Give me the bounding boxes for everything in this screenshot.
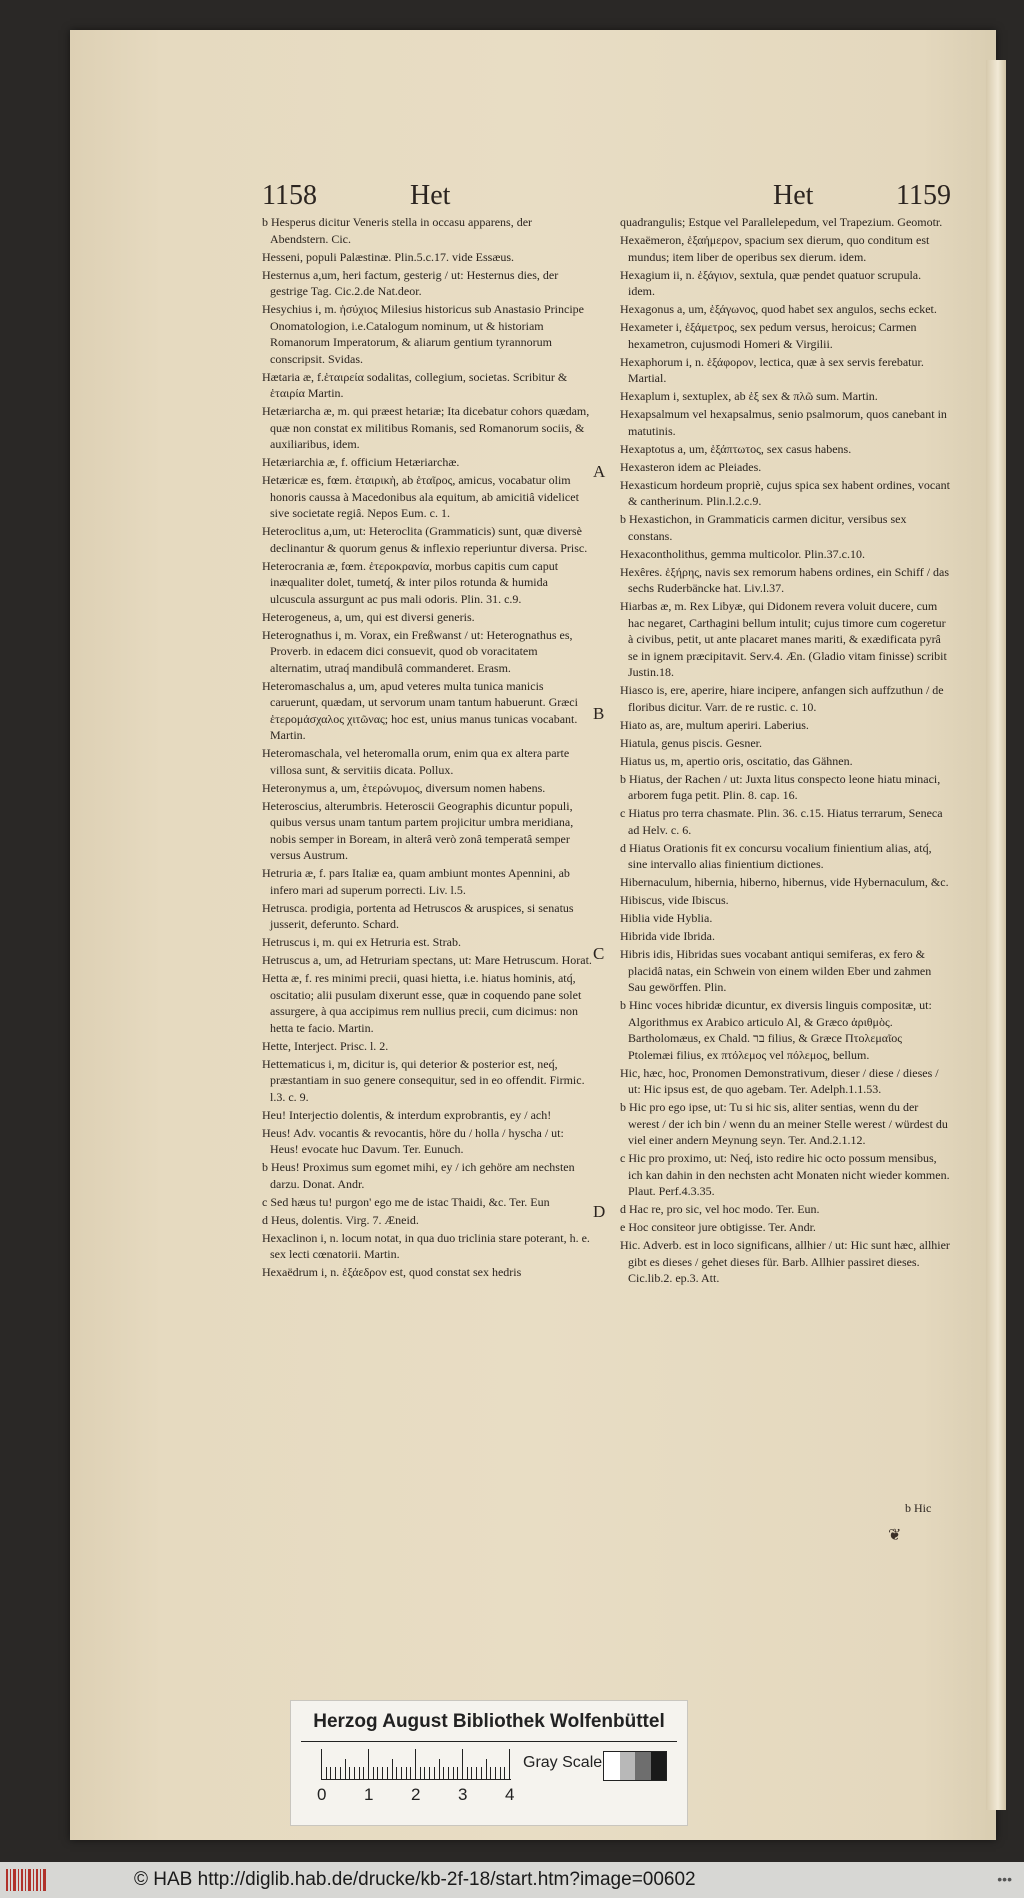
library-name: Herzog August Bibliothek Wolfenbüttel	[313, 1711, 665, 1732]
dictionary-entry: Hexaptotus a, um, ἑξάπτωτος, sex casus habens.	[620, 441, 852, 456]
ruler-tick	[415, 1749, 416, 1779]
ruler-tick	[486, 1759, 487, 1779]
dictionary-entry: Hexaplum i, sextuplex, ab ἑξ sex & πλῶ sum. Martin.	[620, 389, 878, 403]
left-column	[262, 214, 592, 1282]
dictionary-entry: Heteronymus a, um, ἑτερώνυμος, diversum nomen habens.	[262, 780, 546, 795]
right-running-head: Het	[773, 180, 814, 211]
scale-number: 0	[317, 1785, 327, 1804]
dictionary-entry: Hexasteron idem ac Pleiades.	[620, 459, 762, 474]
ruler-tick	[401, 1767, 402, 1779]
gray-swatch	[635, 1752, 651, 1780]
ruler-tick	[490, 1767, 491, 1779]
ruler-tick	[439, 1759, 440, 1779]
right-column	[620, 214, 950, 1288]
dictionary-entry: b Hic pro ego ipse, ut: Tu si hic sis, aliter sentias, wenn du der werest / der ich bin / wenn du an meiner Stelle werest / würdest du viel einer andern Meynung seyn. Ter. And.2.1.12.	[620, 1100, 948, 1147]
ruler-tick	[471, 1767, 472, 1779]
dictionary-entry: Heterocrania æ, fœm. ἑτεροκρανία, morbus capitis cum caput inæqualiter dolet, tumetq́, & inter pilos rotunda & humida ulcuscula assurgunt ac pus mali odoris. Plin. 31. c.9.	[262, 558, 559, 606]
dictionary-entry: Hetæricæ es, fœm. ἑταιρικὴ, ab ἑταῖρος, amicus, vocabatur olim honoris caussa à Macedonibus ala equitum, ab amicitiâ videlicet sive societate regiâ. Nepos Eum. c. 1.	[262, 473, 579, 520]
dictionary-entry: Hibiscus, vide Ibiscus.	[620, 893, 729, 907]
dictionary-entry: Heterognathus i, m. Vorax, ein Freßwanst / ut: Heterognathus es, Proverb. in edacem dici consuevit, quod ob voracitatem alternatim, utraq́ mandibulâ commanderet. Erasm.	[262, 627, 573, 675]
dictionary-entry: Hexagonus a, um, ἑξάγωνος, quod habet sex angulos, sechs ecket.	[620, 302, 937, 316]
ruler-tick	[453, 1767, 454, 1779]
ruler-tick	[462, 1749, 463, 1779]
footer-bar	[0, 1862, 1024, 1898]
dictionary-entry: Hexaphorum i, n. ἑξάφορον, lectica, quæ à sex servis ferebatur. Martial.	[620, 354, 924, 385]
dictionary-entry: Hætaria æ, f.ἑταιρεία sodalitas, collegium, societas. Scribitur & ἑταιρία Martin.	[262, 369, 568, 400]
ruler-tick	[420, 1767, 421, 1779]
margin-letter-b: B	[593, 704, 605, 723]
ruler-tick	[434, 1767, 435, 1779]
dictionary-entry: Hexapsalmum vel hexapsalmus, senio psalmorum, quos canebant in matutinis.	[620, 407, 947, 438]
gray-scale-swatches	[603, 1751, 667, 1781]
ruler-tick	[330, 1767, 331, 1779]
ruler-tick	[349, 1767, 350, 1779]
dictionary-entry: Hexaclinon i, n. locum notat, in qua duo triclinia stare poterant, h. e. sex lecti cœnatorii. Martin.	[262, 1230, 590, 1261]
dictionary-entry: Hexacontholithus, gemma multicolor. Plin.37.c.10.	[620, 546, 865, 561]
dictionary-entry: Hibris idis, Hibridas sues vocabant antiqui semiferas, ex fero & placidâ natas, ein Schwein von einem wilden Eber und zahmen Sau gewörffen. Plin.	[620, 947, 932, 994]
dictionary-entry: c Hiatus pro terra chasmate. Plin. 36. c.15. Hiatus terrarum, Seneca ad Helv. c. 6.	[620, 806, 943, 837]
gray-swatch	[651, 1752, 667, 1780]
scale-number: 2	[411, 1785, 421, 1804]
margin-letter-a: A	[593, 462, 606, 481]
dictionary-entry: Heu! Interjectio dolentis, & interdum exprobrantis, ey / ach!	[262, 1107, 552, 1122]
ruler-tick	[363, 1767, 364, 1779]
ruler-tick	[429, 1767, 430, 1779]
ruler-tick	[368, 1749, 369, 1779]
dictionary-entry: Hiblia vide Hyblia.	[620, 911, 713, 925]
barcode-icon	[6, 1869, 46, 1891]
ruler-tick	[457, 1767, 458, 1779]
ruler-tick	[321, 1749, 322, 1779]
dictionary-entry: Heteromaschala, vel heteromalla orum, enim qua ex altera parte villosa sunt, & servitiis dicata. Pollux.	[262, 746, 570, 777]
copyright-link[interactable]: © HAB http://diglib.hab.de/drucke/kb-2f-18/start.htm?image=00602	[134, 1869, 696, 1890]
dictionary-entry: b Hexastichon, in Grammaticis carmen dicitur, versibus sex constans.	[620, 512, 907, 543]
scale-ruler	[321, 1749, 511, 1780]
dictionary-entry: Hette, Interject. Prisc. l. 2.	[262, 1038, 389, 1053]
dictionary-entry: Hiarbas æ, m. Rex Libyæ, qui Didonem revera voluit ducere, cum hac negaret, Carthagini bellum intulit; cujus timore cum cogeretur à civibus, petit, ut ante placaret manes mariti, & exædificata pyrâ se in ignem præcipitavit. Serv.4. Æn. (Gladio vitam finisse) scribit Justin.18.	[620, 599, 947, 679]
left-page-number: 1158	[262, 180, 317, 211]
dictionary-entry: Hetta æ, f. res minimi precii, quasi hietta, i.e. hiatus hominis, atq́, oscitatio; alii pusulam dixerunt esse, quæ in coquendo pane solet assurgere, à qua accipimus rem nullius precii, cum dicimus: non hetta te facio. Martin.	[262, 971, 582, 1035]
color-calibration-bar	[290, 1700, 688, 1826]
dictionary-entry: b Heus! Proximus sum egomet mihi, ey / ich gehöre am nechsten darzu. Donat. Andr.	[262, 1160, 575, 1191]
ruler-tick	[382, 1767, 383, 1779]
right-page-number: 1159	[896, 180, 951, 211]
dictionary-entry: c Hic pro proximo, ut: Neq́, isto redire hic octo possum mensibus, ich kan dahin in den nechsten acht Monaten nicht wieder kommen. Plaut. Perf.4.3.35.	[620, 1151, 950, 1198]
gray-scale-label: Gray Scale	[523, 1754, 603, 1771]
dictionary-entry: Hesternus a,um, heri factum, gesterig / ut: Hesternus dies, der gestrige Tag. Cic.2.de Nat.deor.	[262, 267, 559, 298]
ruler-tick	[354, 1767, 355, 1779]
dictionary-entry: d Hiatus Orationis fit ex concursu vocalium finientium alias, atq́, sine intervallo alias finientium dictiones.	[620, 840, 932, 871]
more-icon[interactable]: •••	[997, 1871, 1012, 1887]
dictionary-entry: Hexameter i, ἑξάμετρος, sex pedum versus, heroicus; Carmen hexametron, cujusmodi Homeri & Virgilii.	[620, 320, 917, 351]
dictionary-entry: Heteroscius, alterumbris. Heteroscii Geographis dicuntur populi, quibus versus unam tantum partem projicitur umbra meridiana, nobis semper in Boream, in alterâ verò zonâ temperatâ semper versus Austrum.	[262, 798, 574, 862]
dictionary-entry: Hibernaculum, hibernia, hiberno, hibernus, vide Hybernaculum, &c.	[620, 875, 949, 889]
dictionary-entry: Hetruscus a, um, ad Hetruriam spectans, ut: Mare Hetruscum. Horat.	[262, 953, 592, 967]
ruler-tick	[377, 1767, 378, 1779]
dictionary-entry: Hesseni, populi Palæstinæ. Plin.5.c.17. vide Essæus.	[262, 249, 515, 264]
ruler-tick	[443, 1767, 444, 1779]
ruler-tick	[396, 1767, 397, 1779]
ruler-tick	[500, 1767, 501, 1779]
ruler-tick	[410, 1767, 411, 1779]
dictionary-entry: Hibrida vide Ibrida.	[620, 929, 715, 943]
ruler-tick	[481, 1767, 482, 1779]
dictionary-entry: Hiatula, genus piscis. Gesner.	[620, 735, 762, 750]
margin-letter-d: D	[593, 1202, 606, 1221]
dictionary-entry: b Hinc voces hibridæ dicuntur, ex diversis linguis compositæ, ut: Algorithmus ex Arabico articulo Al, & Græco ἀριθμὸς. Bartholomæus, ex Chald. בר filius, & Græce Πτολεμαῖος Ptolemæi filius, ex πτόλεμος vel πόλεμος, bellum.	[620, 998, 932, 1062]
dictionary-entry: e Hoc consiteor jure obtigisse. Ter. Andr.	[620, 1220, 816, 1234]
dictionary-entry: Hetæriarchia æ, f. officium Hetæriarchæ.	[262, 455, 460, 469]
ruler-tick	[345, 1759, 346, 1779]
margin-letter-c: C	[593, 944, 605, 963]
ruler-tick	[509, 1749, 510, 1779]
ruler-tick	[406, 1767, 407, 1779]
dictionary-entry: Hetruria æ, f. pars Italiæ ea, quam ambiunt montes Apennini, ab infero mari ad superum porrecti. Liv. l.5.	[262, 866, 570, 897]
dictionary-entry: Hexaëmeron, ἑξαήμερον, spacium sex dierum, quo conditum est mundus; item liber de operibus sex dierum. idem.	[620, 233, 930, 264]
dictionary-entry: Hetruscus i, m. qui ex Hetruria est. Strab.	[262, 935, 461, 949]
dictionary-entry: Hiatus us, m, apertio oris, oscitatio, das Gähnen.	[620, 753, 853, 768]
dictionary-entry: b Hesperus dicitur Veneris stella in occasu apparens, der Abendstern. Cic.	[262, 215, 533, 246]
page-edge	[986, 60, 1006, 1810]
dictionary-entry: Heteroclitus a,um, ut: Heteroclita (Grammaticis) sunt, quæ diversè declinantur & quorum genus & inflexio reperiuntur diversa. Prisc.	[262, 524, 588, 555]
catchword: b Hic	[905, 1501, 932, 1515]
dictionary-entry: b Hiatus, der Rachen / ut: Juxta litus conspecto leone hiatu minaci, arborem fuga petit. Plin. 8. cap. 16.	[620, 771, 941, 802]
dictionary-entry: Heus! Adv. vocantis & revocantis, höre du / holla / hyscha / ut: Heus! evocate huc Davum. Ter. Eunuch.	[262, 1125, 564, 1156]
dictionary-entry: Hetæriarcha æ, m. qui præest hetariæ; Ita dicebatur cohors quædam, quæ non constat ex militibus Romanis, sed Romanorum sociis, & auxiliaribus, idem.	[262, 404, 590, 451]
ruler-tick	[424, 1767, 425, 1779]
dictionary-entry: Hexagium ii, n. ἑξάγιον, sextula, quæ pendet quatuor scrupula. idem.	[620, 267, 922, 298]
ruler-tick	[476, 1767, 477, 1779]
left-running-head: Het	[410, 180, 451, 211]
dictionary-entry: Hexaëdrum i, n. ἑξάεδρον est, quod constat sex hedris	[262, 1265, 522, 1279]
gray-swatch	[620, 1752, 636, 1780]
ornament-mark: ❦	[888, 1527, 902, 1544]
ruler-tick	[448, 1767, 449, 1779]
dictionary-entry: d Heus, dolentis. Virg. 7. Æneid.	[262, 1212, 419, 1227]
scale-number: 1	[364, 1785, 374, 1804]
dictionary-entry: Hic, hæc, hoc, Pronomen Demonstrativum, dieser / diese / dieses / ut: Hic ipsus est, de quo agebam. Ter. Adelph.1.1.53.	[620, 1065, 939, 1096]
ruler-tick	[340, 1767, 341, 1779]
ruler-tick	[495, 1767, 496, 1779]
dictionary-entry: Heterogeneus, a, um, qui est diversi generis.	[262, 609, 475, 624]
dictionary-entry: Hexêres. ἑξήρης, navis sex remorum habens ordines, ein Schiff / das sechs Ruderbäncke hat. Liv.l.37.	[620, 564, 950, 595]
ruler-tick	[326, 1767, 327, 1779]
dictionary-entry: Hiasco is, ere, aperire, hiare incipere, anfangen sich auffzuthun / de floribus dicitur. Varr. de re rustic. c. 10.	[620, 683, 944, 714]
ruler-tick	[335, 1767, 336, 1779]
gray-swatch	[604, 1752, 620, 1780]
dictionary-entry: Hiato as, are, multum aperiri. Laberius.	[620, 717, 809, 732]
ruler-tick	[392, 1759, 393, 1779]
ruler-tick	[504, 1767, 505, 1779]
scale-number: 3	[458, 1785, 468, 1804]
dictionary-entry: d Hac re, pro sic, vel hoc modo. Ter. Eun.	[620, 1202, 820, 1216]
scale-number: 4	[505, 1785, 515, 1804]
dictionary-entry: Hexasticum hordeum propriè, cujus spica sex habent ordines, vocant & cantherinum. Plin.l.2.c.9.	[620, 477, 950, 508]
ruler-tick	[467, 1767, 468, 1779]
dictionary-entry: Hettematicus i, m, dicitur is, qui deterior & posterior est, neq́, præstantiam in suo genere consequitur, sed in eo offendit. Firmic. l.3. c. 9.	[262, 1056, 585, 1104]
ruler-tick	[359, 1767, 360, 1779]
dictionary-entry: Hetrusca. prodigia, portenta ad Hetruscos & aruspices, si senatus jusserit, deferunto. Schard.	[262, 900, 574, 931]
dictionary-entry: Heteromaschalus a, um, apud veteres multa tunica manicis caruerunt, quædam, ut servorum unam tantum habuerunt. Græci ἑτερομάσχαλος χιτῶνας; hoc est, unius manus tunicas vocabant. Martin.	[262, 678, 578, 742]
dictionary-entry: c Sed hæus tu! purgon' ego me de istac Thaidi, &c. Ter. Eun	[262, 1194, 550, 1209]
divider	[301, 1741, 677, 1742]
ruler-tick	[387, 1767, 388, 1779]
ruler-tick	[373, 1767, 374, 1779]
dictionary-entry: quadrangulis; Estque vel Parallelepedum, vel Trapezium. Geomotr.	[620, 215, 943, 229]
dictionary-entry: Hesychius i, m. ἡσύχιος Milesius historicus sub Anastasio Principe Onomatologion, i.e.Catalogum nominum, ut & historiam Romanorum Imperatorum, & aliarum gentium tyrannorum conscripsit. Svidas.	[262, 302, 584, 366]
dictionary-entry: Hic. Adverb. est in loco significans, allhier / ut: Hic sunt hæc, allhier gibt es dieses / gehet dieses für. Barb. Allhier passiret dieses. Cic.lib.2. ep.3. Att.	[620, 1238, 950, 1285]
